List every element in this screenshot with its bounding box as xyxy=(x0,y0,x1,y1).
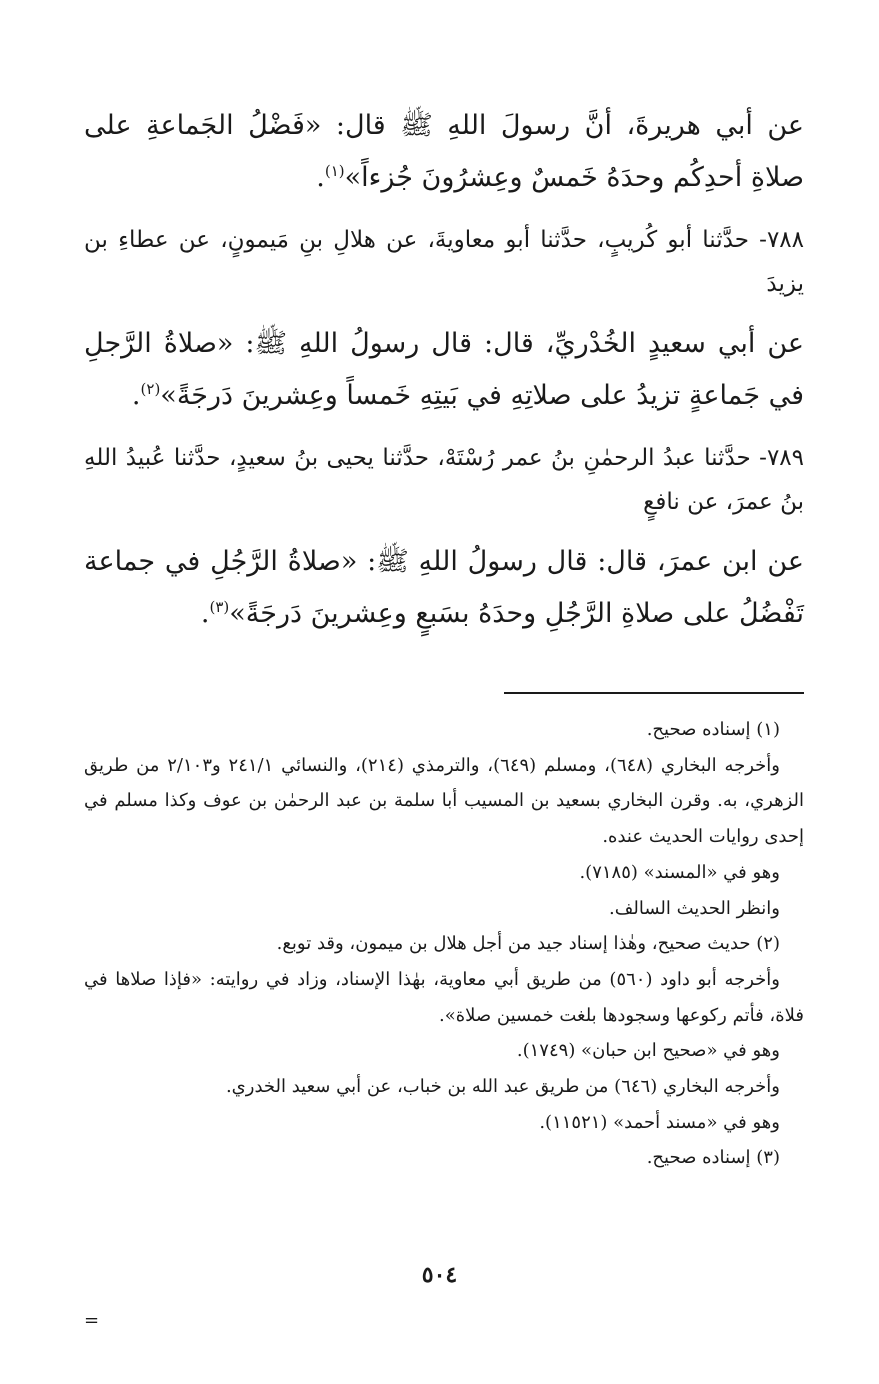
footnote-separator xyxy=(504,692,804,694)
continuation-mark: = xyxy=(84,1310,100,1331)
footnote-2-musnad-ahmad: وهو في «مسند أحمد» (١١٥٢١). xyxy=(539,1111,780,1133)
hadith-text-2 xyxy=(84,318,804,422)
footnote-ref-1[interactable]: (١) xyxy=(324,162,345,180)
footnote-2-ibn-hibban: وهو في «صحيح ابن حبان» (١٧٤٩). xyxy=(516,1040,780,1062)
footnote-1-see-previous: وانظر الحديث السالف. xyxy=(609,897,780,919)
footnotes xyxy=(84,712,804,1176)
hadith-text-1 xyxy=(84,100,804,204)
footnote-1: (١) إسناده صحيح. xyxy=(646,719,780,740)
page-number: ٥٠٤ xyxy=(421,1262,458,1288)
hadith-1-period: . xyxy=(316,162,325,193)
footnote-2-bukhari: وأخرجه البخاري (٦٤٦) من طريق عبد الله بن خباب، عن أبي سعيد الخدري. xyxy=(225,1076,780,1098)
footnote-1-musnad: وهو في «المسند» (٧١٨٥). xyxy=(579,861,780,883)
hadith-3-matn: عن ابن عمرَ، قال: قال رسولُ اللهِ ﷺ: «صلاةُ الرَّجُلِ في جماعة تَفْضُلُ على صلاةِ الرَّجُلِ وحدَهُ بسَبعٍ وعِشرينَ دَرجَةً» xyxy=(84,546,804,629)
hadith-1-matn: عن أبي هريرةَ، أنَّ رسولَ اللهِ ﷺ قال: «فَضْلُ الجَماعةِ على صلاةِ أحدِكُم وحدَهُ خَمسٌ وعِشرُونَ جُزءاً» xyxy=(84,110,804,193)
hadith-3-period: . xyxy=(200,598,210,629)
footnote-1-takhrij: وأخرجه البخاري (٦٤٨)، ومسلم (٦٤٩)، والترمذي (٢١٤)، والنسائي ٢٤١/١ و٢/١٠٣ من طريق الزهري، به. وقرن البخاري بسعيد بن المسيب أبا سلمة بن عبد الرحمٰن بن عوف وكذا مسلم في إحدى روايات الحديث عنده. xyxy=(84,754,804,848)
footnote-ref-3[interactable]: (٣) xyxy=(209,598,230,616)
hadith-2-matn: عن أبي سعيدٍ الخُدْريِّ، قال: قال رسولُ اللهِ ﷺ: «صلاةُ الرَّجلِ في جَماعةٍ تزيدُ على صلاتِهِ في بَيتِهِ خَمساً وعِشرينَ دَرجَةً» xyxy=(84,328,804,411)
footnote-2: (٢) حديث صحيح، وهٰذا إسناد جيد من أجل هلال بن ميمون، وقد توبع. xyxy=(276,933,780,955)
hadith-text-3 xyxy=(84,536,804,640)
footnote-ref-2[interactable]: (٢) xyxy=(140,380,161,398)
isnad-789: ٧٨٩- حدَّثنا عبدُ الرحمٰنِ بنُ عمر رُسْتَهْ، حدَّثنا يحيى بنُ سعيدٍ، حدَّثنا عُبيدُ اللهِ بنُ عمرَ، عن نافعٍ xyxy=(84,445,804,515)
isnad-788: ٧٨٨- حدَّثنا أبو كُريبٍ، حدَّثنا أبو معاويةَ، عن هلالِ بنِ مَيمونٍ، عن عطاءِ بن يزيدَ xyxy=(84,227,804,297)
footnote-2-takhrij: وأخرجه أبو داود (٥٦٠) من طريق أبي معاوية، بهٰذا الإسناد، وزاد في روايته: «فإذا صلاها في فلاة، فأتم ركوعها وسجودها بلغت خمسين صلاة». xyxy=(84,968,804,1026)
footnote-3: (٣) إسناده صحيح. xyxy=(646,1147,780,1169)
hadith-2-period: . xyxy=(131,380,141,411)
